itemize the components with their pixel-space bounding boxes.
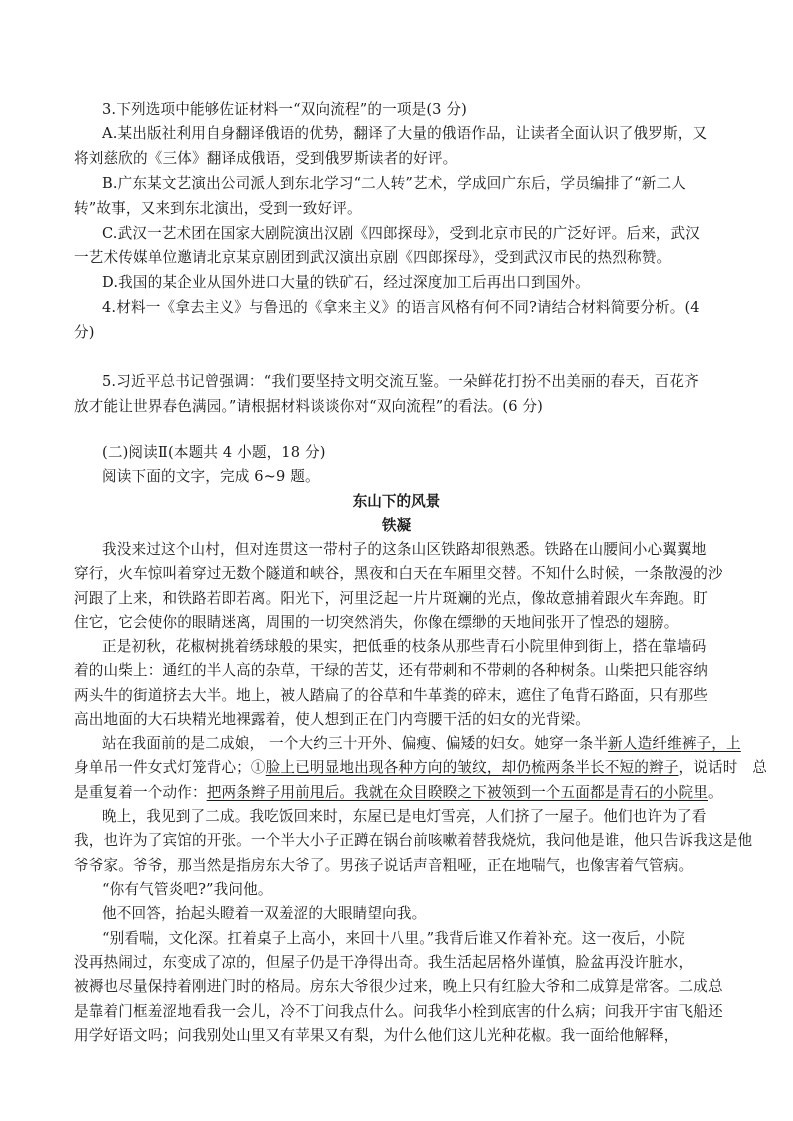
p3-line2-underlined: 脸上已明显地出现各种方向的皱纹，却仍梳两条半长不短的辫子 bbox=[265, 759, 679, 776]
article-author: 铁凝 bbox=[381, 517, 412, 534]
p7-line2: 没再热闹过，东变成了凉的，但屋子仍是干净得出奇。我生活起居格外谨慎，脸盆再没许脏水， bbox=[74, 954, 694, 971]
p6-line: 他不回答，抬起头瞪着一双羞涩的大眼睛望向我。 bbox=[102, 905, 427, 922]
p3-line2-tail: ，说话时 总 bbox=[678, 759, 767, 776]
p3-line3-text: 是重复着一个动作： bbox=[74, 784, 207, 801]
p2-line3: 两头牛的街道挤去大半。地上，被人踏扁了的谷草和牛革粪的碎末，遮住了龟背石路面，只有那些 bbox=[74, 687, 708, 704]
q4-line2: 分) bbox=[74, 324, 95, 341]
p1-line2: 穿行，火车惊叫着穿过无数个隧道和峡谷，黑夜和白天在车厢里交替。不知什么时候，一条散漫的沙 bbox=[74, 565, 723, 582]
q3-option-c-line1: C.武汉一艺术团在国家大剧院演出汉剧《四郎探母》，受到北京市民的广泛好评。后来，武汉 bbox=[102, 225, 701, 242]
p5-dialogue: “你有气管炎吧?”我问他。 bbox=[102, 881, 273, 898]
p2-line1: 正是初秋，花椒树挑着绣球般的果实，把低垂的枝条从那些青石小院里伸到街上，搭在靠墙码 bbox=[102, 638, 707, 655]
p1-line4: 住它，它会使你的眼睛迷离，周围的一切突然消失，你像在缥缈的天地间张开了惶恐的翅膀。 bbox=[74, 614, 679, 631]
q3-option-b-line1: B.广东某文艺演出公司派人到东北学习“二人转”艺术，学成回广东后，学员编排了“新二人 bbox=[102, 175, 687, 192]
p1-line3: 河跟了上来，和铁路若即若离。阳光下，河里泛起一片片斑斓的光点，像故意捕着跟火车奔跑。盯 bbox=[74, 590, 708, 607]
p3-line2 bbox=[74, 758, 767, 778]
q5-line1: 5.习近平总书记曾强调：“我们要坚持文明交流互鉴。一朵鲜花打扮不出美丽的春天，百花齐 bbox=[102, 373, 699, 390]
p3-line3 bbox=[74, 783, 723, 803]
p4-line3: 爷爷家。爷爷，那当然是指房东大爷了。男孩子说话声音粗哑，正在地喘气，也像害着气管病。 bbox=[74, 857, 694, 874]
p4-line2: 我，也许为了宾馆的开张。一个半大小子正蹲在锅台前咳嗽着替我烧炕，我问他是谁，他只告诉我这是他 bbox=[74, 832, 753, 849]
q3-stem: 3.下列选项中能够佐证材料一“双向流程”的一项是(3 分) bbox=[102, 101, 467, 118]
p7-line1: “别看喘，文化深。扛着桌子上高小，来回十八里。”我背后谁又作着补充。这一夜后，小院 bbox=[102, 930, 685, 947]
p3-line1-text: 站在我面前的是二成娘， 一个大约三十开外、偏瘦、偏矮的妇女。她穿一条半 bbox=[102, 735, 609, 752]
p2-line2: 着的山柴上：通红的半人高的杂草，干绿的苦艾，还有带刺和不带刺的各种树条。山柴把只能容纳 bbox=[74, 662, 708, 679]
p3-line1-underlined: 新人造纤维裤子，上 bbox=[608, 735, 741, 752]
article-title: 东山下的风景 bbox=[352, 493, 441, 510]
q3-option-b-line2: 转”故事，又来到东北演出，受到一致好评。 bbox=[74, 200, 362, 217]
p3-line2-text: 身单吊一件女式灯笼背心；① bbox=[74, 759, 266, 776]
q5-line2: 放才能让世界春色满园。”请根据材料谈谈你对“双向流程”的看法。(6 分) bbox=[74, 398, 544, 415]
p3-line3-tail: 。 bbox=[708, 784, 723, 801]
p7-line4: 是靠着门框羞涩地看我一会儿，冷不丁问我点什么。问我华小栓到底害的什么病；问我开宇宙飞船还 bbox=[74, 1003, 723, 1020]
p7-line5: 用学好语文吗；问我别处山里又有苹果又有梨，为什么他们这儿光种花椒。我一面给他解释， bbox=[74, 1027, 679, 1044]
p7-line3: 被褥也尽量保持着刚进门时的格局。房东大爷很少过来，晚上只有红脸大爷和二成算是常客。二成总 bbox=[74, 978, 723, 995]
section-instruction: 阅读下面的文字，完成 6~9 题。 bbox=[102, 468, 320, 485]
q3-option-a-line2: 将刘慈欣的《三体》翻译成俄语，受到俄罗斯读者的好评。 bbox=[74, 150, 458, 167]
section-heading: (二)阅读Ⅱ(本题共 4 小题，18 分) bbox=[102, 444, 326, 461]
p3-line3-underlined: 把两条辫子用前甩后。我就在众目睽睽之下被领到一个五面都是青石的小院里 bbox=[206, 784, 708, 801]
q4-line1: 4.材料一《拿去主义》与鲁迅的《拿来主义》的语言风格有何不同?请结合材料简要分析。(4 bbox=[102, 299, 700, 316]
q3-option-c-line2: 一艺术传媒单位邀请北京某京剧团到武汉演出京剧《四郎探母》，受到武汉市民的热烈称赞。 bbox=[74, 249, 672, 266]
p4-line1: 晚上，我见到了二成。我吃饭回来时，东屋已是电灯雪亮，人们挤了一屋子。他们也许为了看 bbox=[102, 808, 707, 825]
p3-line1 bbox=[102, 734, 741, 754]
q3-option-d: D.我国的某企业从国外进口大量的铁矿石，经过深度加工后再出口到国外。 bbox=[102, 274, 590, 291]
p2-line4: 高出地面的大石块精光地裸露着，使人想到正在门内弯腰干活的妇女的光背梁。 bbox=[74, 711, 591, 728]
p1-line1: 我没来过这个山村，但对连贯这一带村子的这条山区铁路却很熟悉。铁路在山腰间小心翼翼地 bbox=[102, 541, 707, 558]
q3-option-a-line1: A.某出版社利用自身翻译俄语的优势，翻译了大量的俄语作品，让读者全面认识了俄罗斯，又 bbox=[102, 125, 708, 142]
